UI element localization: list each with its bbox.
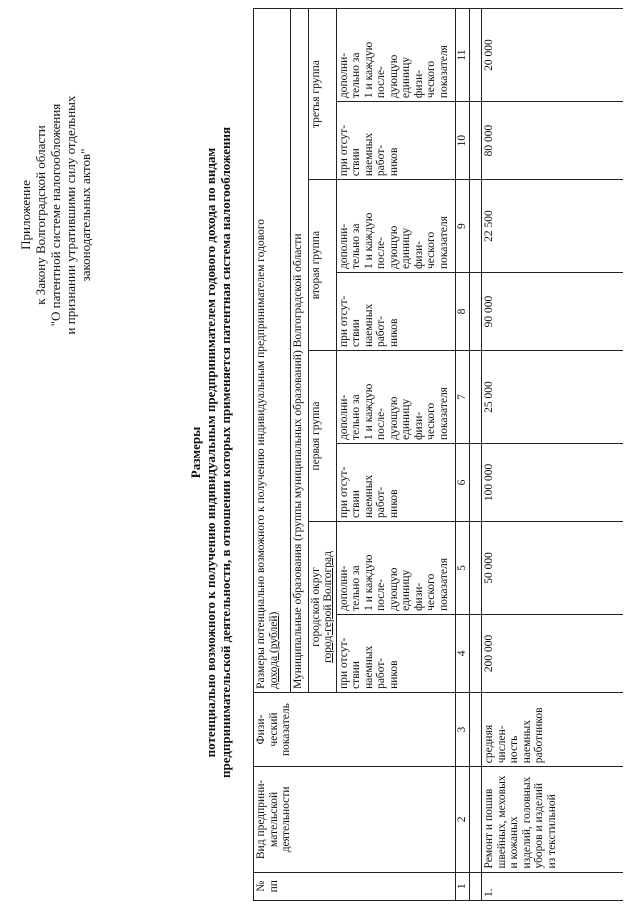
column-number: 2 [455,767,469,872]
header-municipal: Муниципальные образования (группы муниципальных образований) Волгоградской области [291,9,308,693]
header-per-unit: дополни- тельно за 1 и каждую после- дующую единицу физи- ческого показателя [336,521,455,614]
group-city-district: городской округ город-герой Волгоград [308,521,336,692]
header-per-unit: дополни- тельно за 1 и каждую после- дующую единицу физи- ческого показателя [336,180,455,273]
group-second: вторая группа [308,180,336,351]
value-cell: 100 000 [482,443,623,521]
spacer-row [470,9,482,901]
column-number: 11 [455,9,469,102]
table-row [482,9,623,901]
column-number: 4 [455,614,469,692]
header-per-unit: дополни- тельно за 1 и каждую после- дующую единицу физи- ческого показателя [336,351,455,444]
value-cell: 90 000 [482,273,623,351]
header-no-workers: при отсут- ствии наемных работ- ников [336,614,455,692]
title-line: потенциально возможного к получению индивидуальным предпринимателем годового дохода по видам [203,147,218,758]
column-number: 9 [455,180,469,273]
column-number-row [455,9,469,901]
value-cell: 22 500 [482,180,623,273]
header-activity: Вид предприни- мательской деятельности [254,767,456,872]
appendix-line: законодательных актов" [78,148,93,282]
title-heading: Размеры [188,426,203,479]
row-activity: Ремонт и пошив швейных, меховых и кожаных изделий, головных уборов и изделий из текстильной [482,767,623,872]
appendix-block [18,45,93,385]
column-number: 10 [455,102,469,180]
row-indicator: средняя числен- ность наемных работников [482,692,623,766]
column-number: 1 [455,872,469,900]
title-line: предпринимательской деятельности, в отношении которых применяется патентная система налогообложения [218,127,233,778]
header-no-workers: при отсут- ствии наемных работ- ников [336,102,455,180]
header-per-unit: дополни- тельно за 1 и каждую после- дующую единицу физи- ческого показателя [336,9,455,102]
header-sizes: Размеры потенциально возможного к получению индивидуальным предпринимателем годового дохода (рублей) [254,9,291,693]
group-first: первая группа [308,351,336,522]
appendix-line: к Закону Волгоградской области [33,125,48,305]
appendix-line: "О патентной системе налогообложения [48,103,63,327]
value-cell: 200 000 [482,614,623,692]
column-number: 6 [455,443,469,521]
column-number: 7 [455,351,469,444]
row-number: 1. [482,872,623,900]
value-cell: 50 000 [482,521,623,614]
header-row-1 [254,9,291,901]
document-title [188,20,233,885]
header-no-workers: при отсут- ствии наемных работ- ников [336,443,455,521]
column-number: 5 [455,521,469,614]
header-num: № пп [254,872,456,900]
income-sizes-table [253,8,623,901]
header-no-workers: при отсут- ствии наемных работ- ников [336,273,455,351]
column-number: 3 [455,692,469,766]
value-cell: 80 000 [482,102,623,180]
appendix-heading: Приложение [18,180,33,250]
value-cell: 25 000 [482,351,623,444]
group-third: третья группа [308,9,336,180]
header-indicator: Физи- ческий показатель [254,692,456,766]
column-number: 8 [455,273,469,351]
value-cell: 20 000 [482,9,623,102]
appendix-line: и признании утратившими силу отдельных [63,95,78,335]
